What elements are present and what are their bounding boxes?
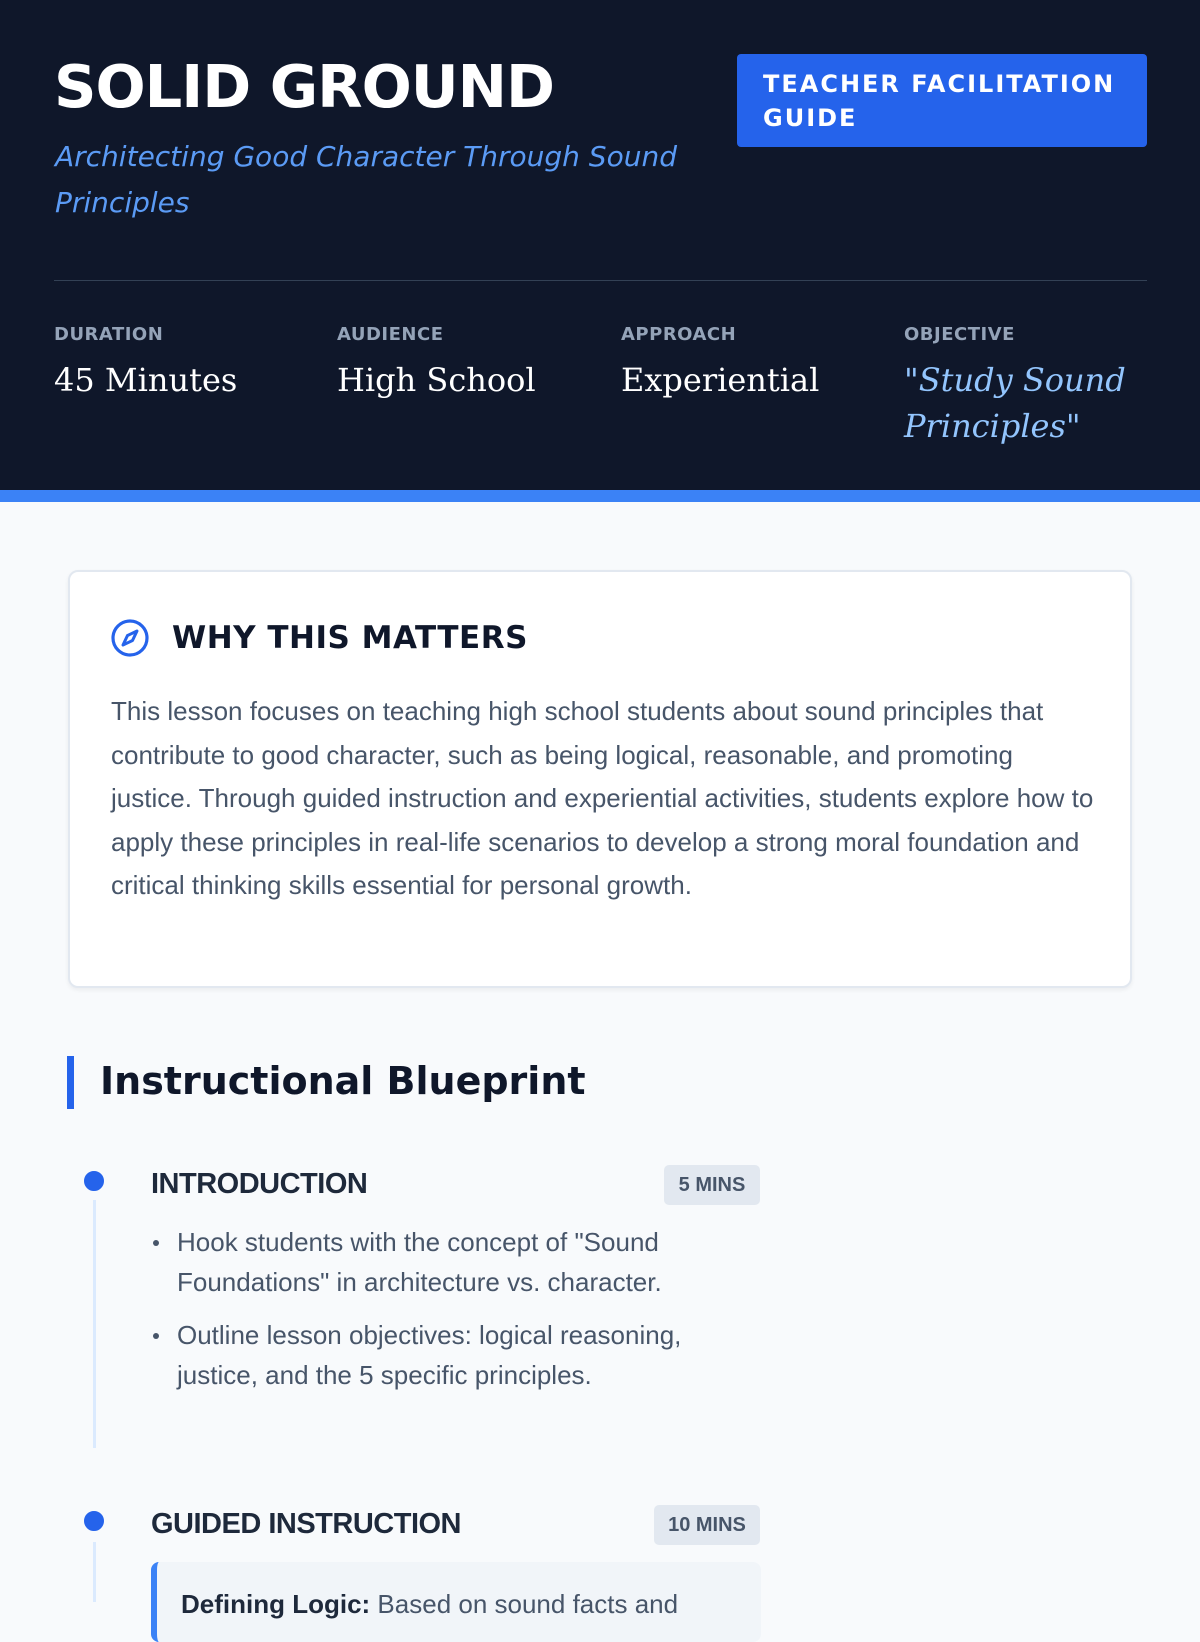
header-divider xyxy=(54,280,1147,281)
step-list xyxy=(151,1222,751,1408)
meta-approach xyxy=(621,323,819,403)
definition-term: Defining Logic: xyxy=(181,1589,371,1619)
step-title: GUIDED INSTRUCTION xyxy=(151,1508,461,1540)
page-subtitle: Architecting Good Character Through Sound Principles xyxy=(55,140,677,219)
page-title: SOLID GROUND xyxy=(54,52,554,121)
step-duration-badge: 5 MINS xyxy=(664,1165,760,1205)
why-body: This lesson focuses on teaching high school students about sound principles that contribute to good character, such as being logical, reasonable, and promoting justice. Through guided instruction and experiential activities, students explore how to apply these principles in real-life scenarios to develop a strong moral foundation and critical thinking skills essential for personal growth. xyxy=(111,696,1094,900)
meta-label: DURATION xyxy=(54,324,164,345)
meta-value: Experiential xyxy=(621,361,820,399)
timeline-dot xyxy=(81,1168,107,1194)
meta-label: OBJECTIVE xyxy=(904,324,1015,345)
compass-icon xyxy=(110,618,150,658)
meta-value: "Study Sound Principles" xyxy=(904,361,1126,445)
timeline-line xyxy=(93,1200,96,1448)
section-accent-bar xyxy=(67,1056,74,1109)
meta-value: 45 Minutes xyxy=(54,361,238,399)
guide-badge: TEACHER FACILITATION GUIDE xyxy=(737,54,1147,147)
meta-objective xyxy=(904,323,1164,449)
meta-label: AUDIENCE xyxy=(337,324,444,345)
step-title: INTRODUCTION xyxy=(151,1168,368,1200)
why-this-matters-card xyxy=(68,570,1132,988)
meta-audience xyxy=(337,323,536,403)
meta-value: High School xyxy=(337,361,536,399)
list-item: Outline lesson objectives: logical reasoning, justice, and the 5 specific principles. xyxy=(151,1315,751,1395)
page-header xyxy=(0,0,1200,502)
definition-callout xyxy=(151,1562,761,1642)
definition-text: Based on sound facts and xyxy=(370,1589,679,1619)
timeline-dot xyxy=(81,1508,107,1534)
meta-duration xyxy=(54,323,237,403)
blueprint-title: Instructional Blueprint xyxy=(100,1059,586,1103)
list-item: Hook students with the concept of "Sound Foundations" in architecture vs. character. xyxy=(151,1222,751,1302)
why-title: WHY THIS MATTERS xyxy=(172,620,528,656)
meta-label: APPROACH xyxy=(621,324,737,345)
timeline-line xyxy=(93,1542,96,1602)
step-duration-badge: 10 MINS xyxy=(654,1505,760,1545)
